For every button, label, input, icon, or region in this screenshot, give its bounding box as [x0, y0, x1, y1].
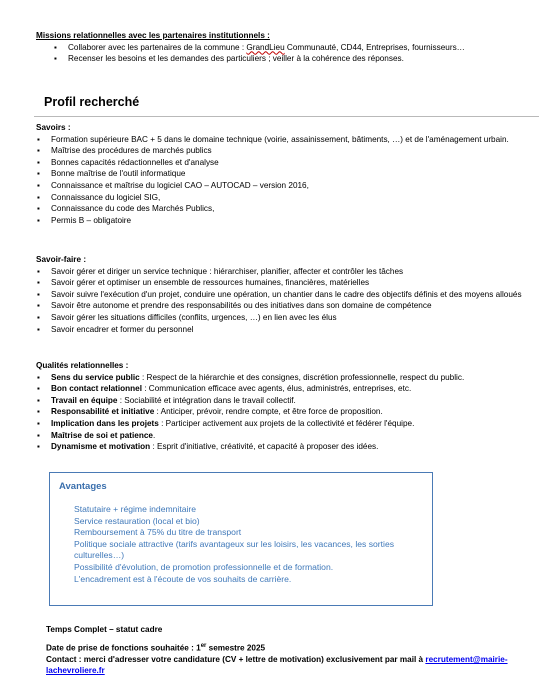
list-item: ▪ Bonne maîtrise de l'outil informatique — [36, 168, 536, 180]
list-item: Statutaire + régime indemnitaire — [74, 504, 197, 514]
list-item: ▪ Savoir suivre l'exécution d'un projet, conduire une opération, un chantier dans le cadre des objectifs définis et des moyens alloués — [36, 289, 536, 301]
list-item: ▪ Dynamisme et motivation : Esprit d'initiative, créativité, et capacité à proposer des idées. — [36, 441, 536, 453]
list-item: Politique sociale attractive (tarifs avantageux sur les loisirs, les vacances, les sorties culturelles…) — [74, 538, 395, 561]
start-date: Date de prise de fonctions souhaitée : 1er semestre 2025 — [46, 643, 266, 653]
list-item: L'encadrement est à l'écoute de vos souhaits de carrière. — [74, 573, 292, 584]
list-item: ▪ Savoir gérer et optimiser un ensemble de ressources humaines, financières, matérielles — [36, 277, 536, 289]
list-item: ▪ Savoir gérer et diriger un service technique : hiérarchiser, planifier, affecter et contrôler les tâches — [36, 266, 536, 278]
list-item: ▪ Connaissance du code des Marchés Publics, — [36, 203, 536, 215]
contract-type: Temps Complet – statut cadre — [46, 625, 163, 634]
qualites-section — [36, 360, 536, 453]
list-item: ▪ Connaissance et maîtrise du logiciel CAO – AUTOCAD – version 2016, — [36, 180, 536, 192]
list-item: ▪ Maîtrise de soi et patience. — [36, 430, 536, 442]
qualites-heading: Qualités relationnelles : — [36, 361, 129, 370]
section-title: Profil recherché — [44, 95, 140, 109]
list-item: ▪ Permis B – obligatoire — [36, 215, 536, 227]
avantages-box — [49, 472, 433, 606]
list-item: ▪ Savoir gérer les situations difficiles (conflits, urgences, …) en lien avec les élus — [36, 312, 536, 324]
list-item: Service restauration (local et bio) — [74, 515, 200, 526]
savoirs-list — [36, 134, 536, 227]
list-item: ▪ Connaissance du logiciel SIG, — [36, 192, 536, 204]
avantages-list — [74, 504, 430, 585]
list-item: ▪ Recenser les besoins et les demandes des particuliers ; veiller à la cohérence des réponses. — [36, 53, 536, 65]
qualites-list — [36, 372, 536, 453]
savoir-faire-heading: Savoir-faire : — [36, 255, 87, 264]
missions-heading: Missions relationnelles avec les partenaires institutionnels : — [36, 31, 270, 40]
list-item: ▪ Bonnes capacités rédactionnelles et d'analyse — [36, 157, 536, 169]
list-item: ▪ Travail en équipe : Sociabilité et intégration dans le travail collectif. — [36, 395, 536, 407]
savoir-faire-list — [36, 266, 536, 336]
list-item: ▪ Sens du service public : Respect de la hiérarchie et des consignes, discrétion professionnelle, respect du public. — [36, 372, 536, 384]
savoirs-heading: Savoirs : — [36, 123, 71, 132]
savoir-faire-section — [36, 254, 536, 335]
list-item: ▪ Collaborer avec les partenaires de la commune : GrandLieu Communauté, CD44, Entreprises, fournisseurs… — [36, 42, 536, 54]
list-item: ▪ Bon contact relationnel : Communication efficace avec agents, élus, administrés, entreprises, etc. — [36, 383, 536, 395]
list-item: ▪ Savoir être autonome et prendre des responsabilités ou des initiatives dans son domaine de compétence — [36, 300, 536, 312]
list-item: ▪ Responsabilité et initiative : Anticiper, prévoir, rendre compte, et être force de proposition. — [36, 406, 536, 418]
list-item: ▪ Formation supérieure BAC + 5 dans le domaine technique (voirie, assainissement, bâtiments, …) et de l'aménagement urbain. — [36, 134, 536, 146]
list-item: Possibilité d'évolution, de promotion professionnelle et de formation. — [74, 561, 334, 572]
contact-text: Contact : merci d'adresser votre candidature (CV + lettre de motivation) exclusivement par mail à recrutement@mairie-lachevroliere.fr — [46, 655, 508, 676]
list-item: ▪ Savoir encadrer et former du personnel — [36, 324, 536, 336]
email-link[interactable]: recrutement@mairie-lachevroliere.fr — [46, 655, 508, 676]
list-item: Remboursement à 75% du titre de transport — [74, 527, 242, 538]
missions-list — [36, 42, 536, 65]
list-item: ▪ Implication dans les projets : Participer activement aux projets de la collectivité et fédérer l'équipe. — [36, 418, 536, 430]
savoirs-section — [36, 122, 536, 226]
section-divider — [34, 116, 539, 117]
missions-section — [36, 30, 536, 65]
footer-section — [46, 624, 516, 677]
avantages-title: Avantages — [59, 481, 107, 492]
list-item: ▪ Maîtrise des procédures de marchés publics — [36, 145, 536, 157]
spellcheck-flagged-word: GrandLieu — [246, 42, 285, 52]
